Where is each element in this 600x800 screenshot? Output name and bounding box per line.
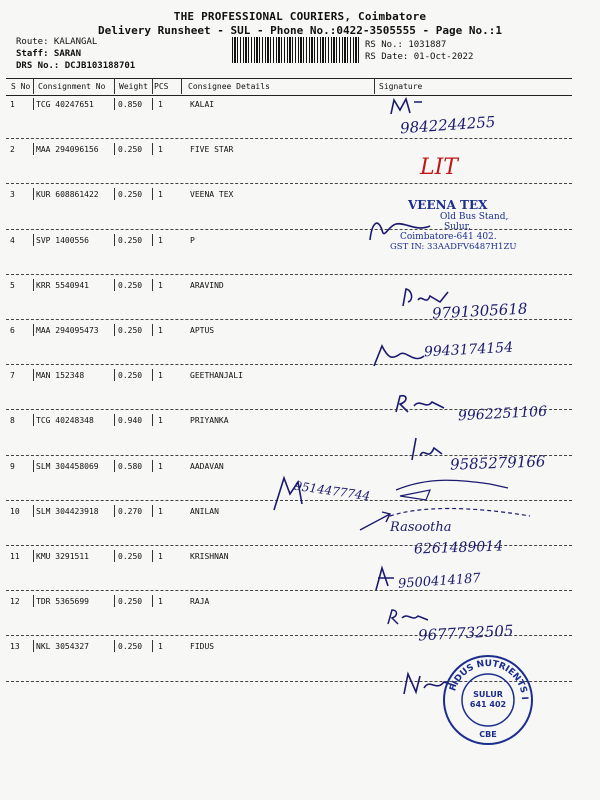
signature-row2: LIT <box>420 155 458 180</box>
cell-consignment: TCG 40248348 <box>36 416 94 426</box>
cell-pcs: 1 <box>158 100 163 109</box>
cell-divider <box>152 234 153 246</box>
cell-divider <box>33 414 34 426</box>
cell-pcs: 1 <box>158 552 163 561</box>
cell-sno: 9 <box>10 461 15 471</box>
cell-consignment: NKL 3054327 <box>36 642 89 652</box>
cell-divider <box>114 98 115 110</box>
cell-consignment: SVP 1400556 <box>36 235 89 245</box>
cell-sno: 7 <box>10 371 15 381</box>
cell-divider <box>152 414 153 426</box>
signature-scribble <box>384 606 434 628</box>
cell-divider <box>33 640 34 652</box>
cell-divider <box>152 550 153 562</box>
cell-weight: 0.250 <box>118 597 143 607</box>
cell-consignment: SLM 304423918 <box>36 506 99 516</box>
cell-weight: 0.250 <box>118 190 143 200</box>
cell-pcs: 1 <box>158 642 163 652</box>
cell-pcs: 1 <box>158 280 163 290</box>
cell-divider <box>152 595 153 607</box>
cell-sno: 6 <box>10 326 15 335</box>
cell-divider <box>33 460 34 472</box>
signature-row6: 9943174154 <box>423 339 514 361</box>
cell-weight: 0.250 <box>118 642 143 652</box>
cell-divider <box>114 505 115 517</box>
row-separator <box>6 274 572 275</box>
cell-divider <box>152 143 153 155</box>
cell-pcs: 1 <box>158 461 163 471</box>
cell-divider <box>33 279 34 291</box>
cell-weight: 0.580 <box>118 461 143 471</box>
stamp-center-town: SULUR <box>473 690 503 699</box>
cell-divider <box>114 640 115 652</box>
cell-weight: 0.850 <box>118 100 143 109</box>
cell-divider <box>33 188 34 200</box>
cell-sno: 10 <box>10 506 20 516</box>
cell-divider <box>114 369 115 381</box>
col-divider <box>181 78 182 94</box>
cell-divider <box>114 324 115 336</box>
runsheet-subtitle: Delivery Runsheet - SUL - Phone No.:0422-3505555 - Page No.:1 <box>98 24 502 37</box>
cell-divider <box>152 460 153 472</box>
cell-divider <box>114 188 115 200</box>
stamp-center-pin: 641 402 <box>469 700 507 709</box>
rs-number: RS No.: 1031887 <box>365 40 447 50</box>
cell-divider <box>114 234 115 246</box>
veena-tex-stamp: VEENA TEX Old Bus Stand, Sulur, Coimbatore-641 402. GST IN: 33AADFV6487H1ZU <box>390 198 517 252</box>
cell-consignee: P <box>190 235 195 245</box>
cell-pcs: 1 <box>158 371 163 381</box>
fidus-round-stamp <box>440 652 536 748</box>
cell-divider <box>152 279 153 291</box>
cell-consignee: VEENA TEX <box>190 190 234 200</box>
cell-consignment: KUR 608861422 <box>36 190 99 200</box>
cell-sno: 4 <box>10 235 15 245</box>
cell-divider <box>33 234 34 246</box>
cell-consignee: FIDUS <box>190 642 215 652</box>
cell-pcs: 1 <box>158 597 163 607</box>
signature-row1: 9842244255 <box>399 112 496 138</box>
signature-row10: Rasootha <box>390 520 452 535</box>
signature-row8: 9585279166 <box>449 452 546 474</box>
row-separator <box>6 183 572 184</box>
cell-divider <box>152 98 153 110</box>
cell-consignee: RAJA <box>190 597 210 607</box>
cell-divider <box>114 595 115 607</box>
cell-consignment: KMU 3291511 <box>36 552 89 561</box>
company-title: THE PROFESSIONAL COURIERS, Coimbatore <box>173 10 427 23</box>
rs-date: RS Date: 01-Oct-2022 <box>365 52 474 62</box>
cell-divider <box>114 414 115 426</box>
cell-pcs: 1 <box>158 506 163 516</box>
row-separator <box>6 138 572 139</box>
table-row <box>6 550 572 595</box>
barcode <box>232 37 360 63</box>
signature-row7: 9962251106 <box>457 403 548 425</box>
cell-consignee: KRISHNAN <box>190 552 229 561</box>
cell-divider <box>152 640 153 652</box>
row-separator <box>6 364 572 365</box>
stamp-ring-text: FIDUS NUTRIENTS I <box>448 658 530 701</box>
cell-consignee: KALAI <box>190 100 215 109</box>
col-divider <box>152 78 153 94</box>
col-divider <box>374 78 375 94</box>
cell-divider <box>114 279 115 291</box>
cell-divider <box>33 98 34 110</box>
cell-weight: 0.270 <box>118 506 143 516</box>
signature-row11: 6261489014 <box>413 538 504 558</box>
cell-consignee: PRIYANKA <box>190 416 229 426</box>
cell-weight: 0.250 <box>118 235 143 245</box>
cell-divider <box>114 460 115 472</box>
signature-row12: 9677732505 <box>417 621 514 645</box>
signature-scribble <box>388 96 428 120</box>
col-divider <box>33 78 34 94</box>
cell-divider <box>33 550 34 562</box>
cell-weight: 0.250 <box>118 326 143 335</box>
cell-sno: 1 <box>10 100 15 109</box>
cell-weight: 0.250 <box>118 371 143 381</box>
cell-consignee: FIVE STAR <box>190 145 234 155</box>
cell-divider <box>33 505 34 517</box>
cell-sno: 11 <box>10 552 20 561</box>
cell-pcs: 1 <box>158 145 163 155</box>
staff-label: Staff: SARAN <box>16 49 82 59</box>
cell-divider <box>33 143 34 155</box>
cell-divider <box>152 324 153 336</box>
cell-sno: 12 <box>10 597 20 607</box>
cell-divider <box>114 143 115 155</box>
col-sno: S No <box>11 82 31 91</box>
cell-weight: 0.250 <box>118 145 143 155</box>
signature-scribble <box>370 340 430 370</box>
cell-divider <box>114 550 115 562</box>
col-consignment: Consignment No <box>38 82 106 91</box>
table-row <box>6 143 572 188</box>
cell-sno: 13 <box>10 642 20 652</box>
cell-consignee: ANILAN <box>190 506 219 516</box>
cell-pcs: 1 <box>158 190 163 200</box>
col-signature: Signature <box>379 82 423 91</box>
cell-divider <box>152 505 153 517</box>
route-label: Route: KALANGAL <box>16 37 98 47</box>
cell-consignment: KRR 5540941 <box>36 280 89 290</box>
cell-consignment: SLM 304458069 <box>36 461 99 471</box>
signature-row5: 9791305618 <box>431 299 528 323</box>
cell-consignment: TCG 40247651 <box>36 100 94 109</box>
signature-row9: 9514477744 <box>293 478 371 504</box>
cell-divider <box>33 324 34 336</box>
col-pcs: PCS <box>154 82 169 91</box>
cell-consignee: AADAVAN <box>190 461 224 471</box>
cell-divider <box>33 595 34 607</box>
signature-scribble <box>408 434 448 464</box>
col-consignee: Consignee Details <box>188 82 270 91</box>
cell-consignee: GEETHANJALI <box>190 371 243 381</box>
cell-consignee: ARAVIND <box>190 280 224 290</box>
cell-sno: 3 <box>10 190 15 200</box>
cell-consignment: MAA 294096156 <box>36 145 99 155</box>
cell-consignee: APTUS <box>190 326 215 335</box>
cell-consignment: MAA 294095473 <box>36 326 99 335</box>
cell-pcs: 1 <box>158 416 163 426</box>
signature-row11-alt: 9500414187 <box>397 571 482 592</box>
stamp-bottom-text: CBE <box>479 730 497 739</box>
row-separator <box>6 590 572 591</box>
col-weight: Weight <box>119 82 148 91</box>
cell-sno: 2 <box>10 145 15 155</box>
cell-divider <box>33 369 34 381</box>
cell-pcs: 1 <box>158 235 163 245</box>
signature-scribble <box>366 212 436 248</box>
cell-divider <box>152 369 153 381</box>
cell-consignment: MAN 152348 <box>36 371 85 381</box>
drs-number: DRS No.: DCJB103188701 <box>16 61 136 71</box>
col-divider <box>114 78 115 94</box>
cell-consignment: TDR 5365699 <box>36 597 89 607</box>
cell-weight: 0.250 <box>118 552 143 561</box>
cell-sno: 5 <box>10 280 15 290</box>
signature-scribble <box>392 390 452 416</box>
cell-weight: 0.250 <box>118 280 143 290</box>
cell-weight: 0.940 <box>118 416 143 426</box>
cell-sno: 8 <box>10 416 15 426</box>
table-header <box>6 78 572 96</box>
cell-pcs: 1 <box>158 326 163 335</box>
cell-divider <box>152 188 153 200</box>
